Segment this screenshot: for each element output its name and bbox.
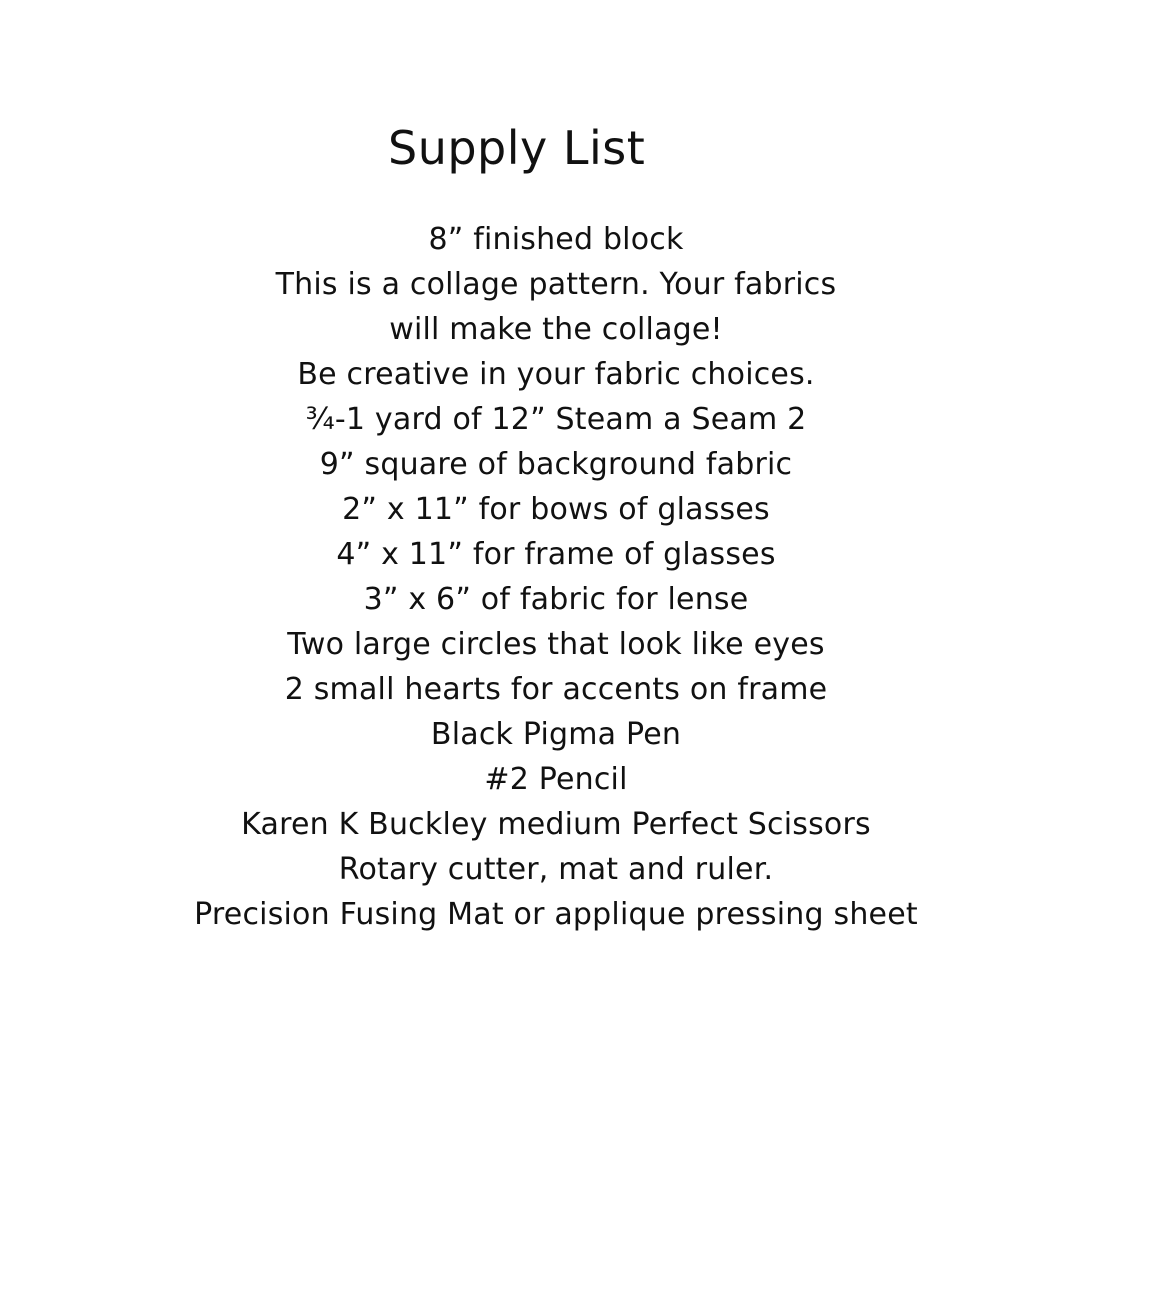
list-item: 2” x 11” for bows of glasses [342, 492, 770, 527]
list-item: Black Pigma Pen [430, 717, 682, 752]
list-item: 9” square of background fabric [319, 447, 793, 482]
supply-list [0, 217, 1112, 937]
list-item: will make the collage! [389, 312, 723, 347]
list-item: Karen K Buckley medium Perfect Scissors [241, 807, 871, 842]
list-item: This is a collage pattern. Your fabrics [275, 267, 837, 302]
list-item: ¾-1 yard of 12” Steam a Seam 2 [305, 402, 807, 437]
list-item: 4” x 11” for frame of glasses [336, 537, 776, 572]
list-item: Precision Fusing Mat or applique pressing sheet [194, 897, 918, 932]
list-item: 8” finished block [428, 222, 684, 257]
list-item: 2 small hearts for accents on frame [284, 672, 828, 707]
list-item: Two large circles that look like eyes [287, 627, 825, 662]
page-title: Supply List [388, 121, 646, 175]
list-item: Be creative in your fabric choices. [297, 357, 815, 392]
list-item: #2 Pencil [484, 762, 628, 797]
list-item: Rotary cutter, mat and ruler. [338, 852, 774, 887]
list-item: 3” x 6” of fabric for lense [363, 582, 749, 617]
